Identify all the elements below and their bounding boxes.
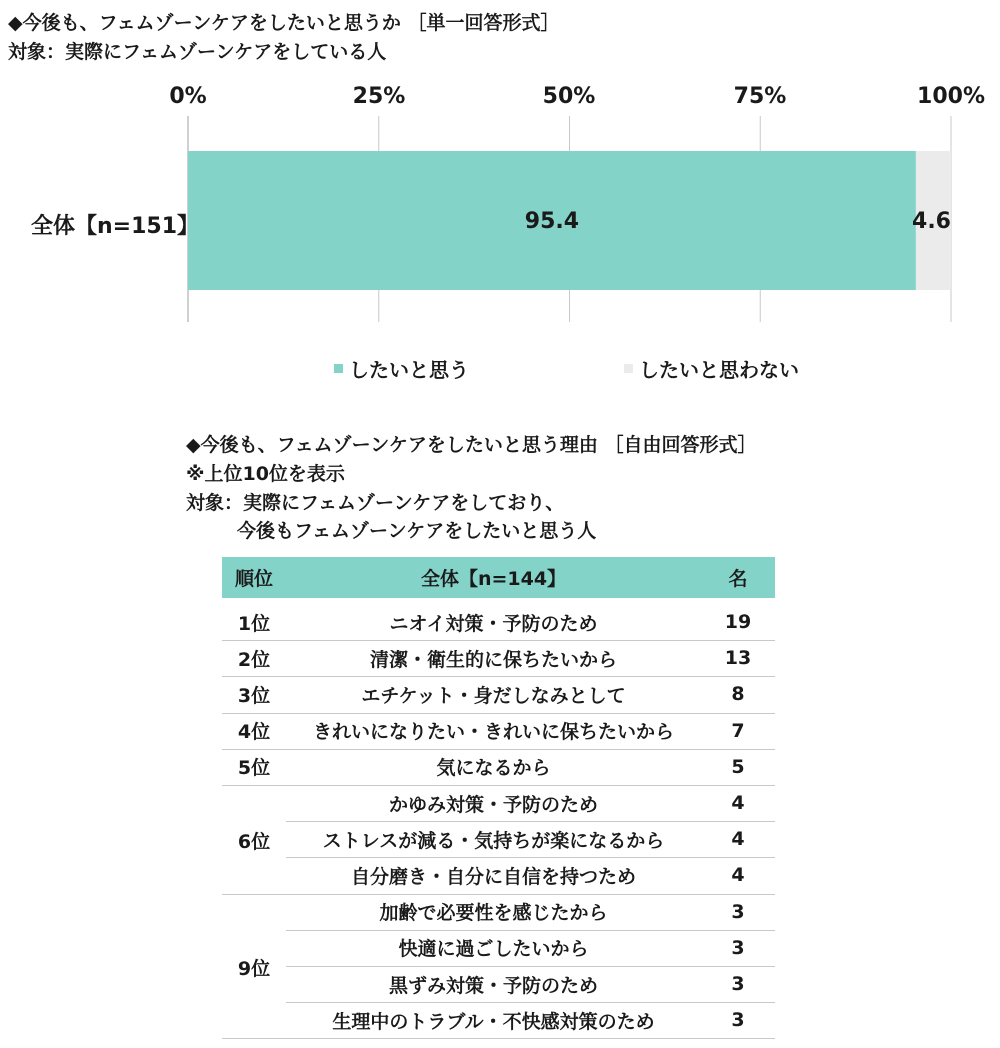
table-row [222, 785, 775, 821]
table-row [222, 676, 775, 712]
reasons-table [222, 557, 775, 1033]
table-row [222, 1002, 775, 1038]
row-reason: かゆみ対策・予防のため [388, 793, 598, 816]
row-reason: 自分磨き・自分に自信を持つため [350, 865, 636, 888]
table-row [222, 966, 775, 1002]
row-count: 3 [731, 900, 745, 923]
table-title: ◆今後も、フェムゾーンケアをしたいと思う理由 ［自由回答形式］ [186, 434, 757, 456]
table-row [222, 821, 775, 857]
legend-label-not-want: したいと思わない [639, 358, 799, 382]
tick-label-0: 0% [169, 84, 207, 109]
table-row [222, 604, 775, 640]
row-reason: 快適に過ごしたいから [398, 938, 589, 961]
table-row [222, 930, 775, 966]
legend-swatch-not-want [624, 364, 633, 373]
row-rank: 1位 [237, 612, 271, 635]
header-rank: 順位 [234, 568, 273, 590]
table-target-line2: 今後もフェムゾーンケアをしたいと思う人 [237, 520, 597, 542]
row-count: 3 [731, 1009, 745, 1032]
row-reason: 生理中のトラブル・不快感対策のため [332, 1010, 655, 1033]
bar-chart [0, 0, 1000, 340]
row-rank: 3位 [237, 684, 271, 707]
chart-target: 対象：実際にフェムゾーンケアをしている人 [8, 41, 387, 63]
row-reason: 黒ずみ対策・予防のため [388, 974, 598, 997]
row-reason: ストレスが減る・気持ちが楽になるから [322, 829, 665, 852]
group-rank: 9位 [237, 958, 271, 980]
legend-item-not-want [624, 354, 799, 383]
header-reason: 全体【n=144】 [420, 568, 567, 590]
table-header [222, 557, 775, 598]
row-count: 7 [731, 719, 745, 742]
tick-label-75: 75% [733, 84, 787, 109]
row-rank: 5位 [237, 757, 271, 780]
row-count: 4 [731, 792, 745, 814]
table-row [222, 713, 775, 749]
table-row [222, 857, 775, 893]
category-label: 全体【n=151】 [31, 214, 200, 239]
row-reason: エチケット・身だしなみとして [361, 684, 626, 707]
tick-label-25: 25% [352, 84, 406, 109]
row-count: 3 [731, 936, 745, 959]
table-target-line1: 対象：実際にフェムゾーンケアをしており、 [186, 492, 565, 514]
group-rank: 6位 [237, 831, 271, 854]
chart-title: ◆今後も、フェムゾーンケアをしたいと思うか ［単一回答形式］ [8, 12, 560, 34]
legend-item-want [334, 354, 469, 383]
row-count: 8 [731, 683, 745, 706]
legend-swatch-want [334, 364, 343, 373]
data-label-not-want: 4.6 [912, 209, 951, 234]
row-reason: 気になるから [436, 757, 551, 780]
row-count: 4 [731, 828, 745, 851]
row-reason: ニオイ対策・予防のため [389, 612, 598, 635]
data-label-want: 95.4 [524, 209, 580, 234]
table-note: ※上位10位を表示 [186, 463, 345, 485]
row-count: 19 [724, 611, 752, 633]
row-count: 4 [731, 864, 745, 887]
row-count: 13 [724, 647, 752, 670]
row-count: 3 [731, 973, 745, 995]
row-divider [222, 1038, 775, 1039]
row-reason: 加齢で必要性を感じたから [379, 902, 608, 925]
row-reason: きれいになりたい・きれいに保ちたいから [312, 721, 674, 744]
table-row [222, 749, 775, 785]
header-count: 名 [728, 568, 748, 590]
table-row [222, 640, 775, 676]
row-count: 5 [731, 755, 745, 778]
legend-label-want: したいと思う [349, 358, 469, 382]
tick-label-50: 50% [542, 84, 596, 109]
table-row [222, 894, 775, 930]
row-reason: 清潔・衛生的に保ちたいから [369, 648, 617, 671]
row-rank: 4位 [237, 721, 271, 744]
row-rank: 2位 [237, 648, 271, 671]
tick-label-100: 100% [917, 84, 985, 109]
